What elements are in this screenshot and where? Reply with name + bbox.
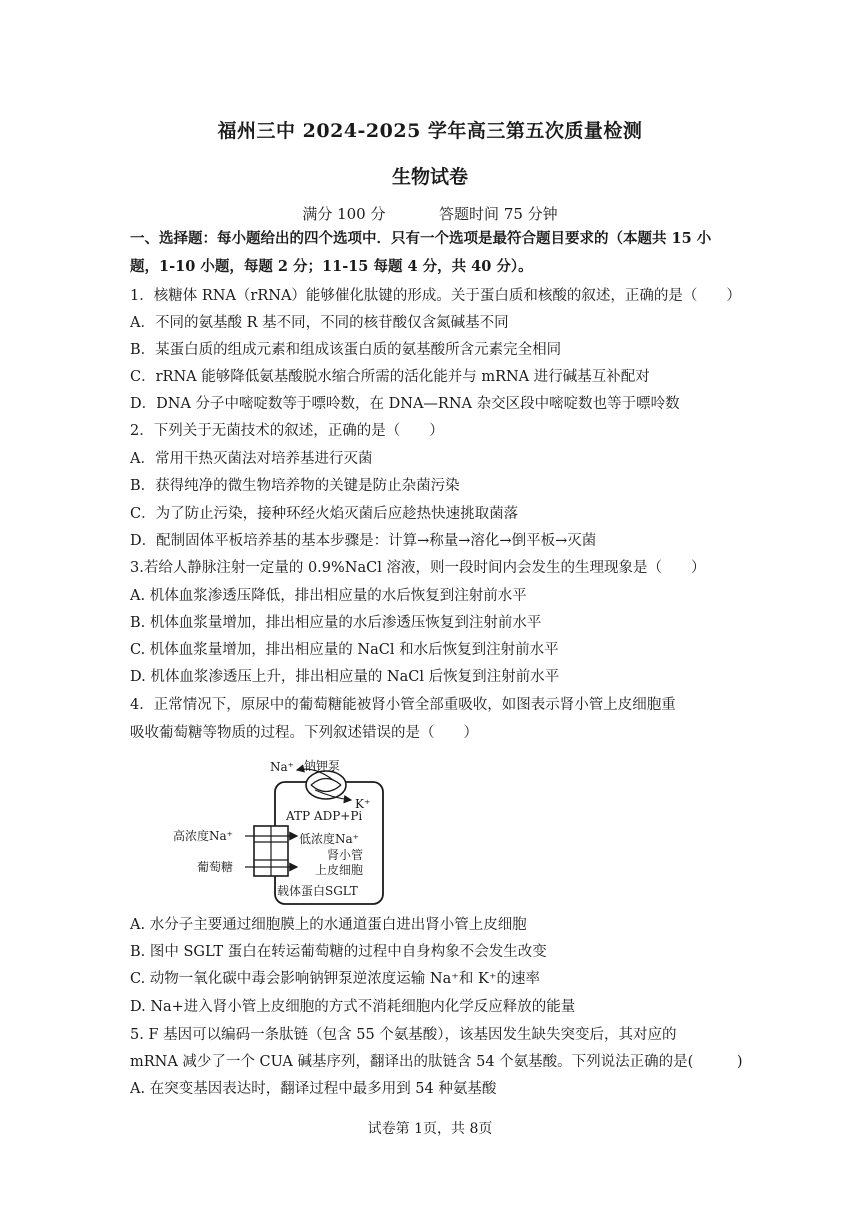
q4-option-a: A. 水分子主要通过细胞膜上的水通道蛋白进出肾小管上皮细胞 xyxy=(130,917,527,933)
q3-option-a: A. 机体血浆渗透压降低，排出相应量的水后恢复到注射前水平 xyxy=(130,588,527,604)
section-heading-line1: 一、选择题：每小题给出的四个选项中．只有一个选项是最符合题目要求的（本题共 15 小 xyxy=(130,230,712,247)
q4-option-d: D. Na+进入肾小管上皮细胞的方式不消耗细胞内化学反应释放的能量 xyxy=(130,999,576,1015)
k-label: K⁺ xyxy=(355,797,371,811)
q5-stem-line2: mRNA 减少了一个 CUA 碱基序列，翻译出的肽链含 54 个氨基酸。下列说法正确的是( ) xyxy=(130,1054,743,1070)
pump-label: 钠钾泵 xyxy=(304,759,341,773)
q1-option-b: B．某蛋白质的组成元素和组成该蛋白质的氨基酸所含元素完全相同 xyxy=(130,342,562,358)
cell-label-line1: 肾小管 xyxy=(327,848,364,862)
q4-option-c: C. 动物一氧化碳中毒会影响钠钾泵逆浓度运输 Na⁺和 K⁺的速率 xyxy=(130,971,540,987)
sglt-cell-diagram xyxy=(165,752,395,912)
q2-option-c: C．为了防止污染，接种环经火焰灭菌后应趁热快速挑取菌落 xyxy=(130,506,519,522)
exam-time: 答题时间 75 分钟 xyxy=(439,205,558,223)
q2-option-a: A．常用干热灭菌法对培养基进行灭菌 xyxy=(130,451,373,467)
q3-stem: 3.若给人静脉注射一定量的 0.9%NaCl 溶液，则一段时间内会发生的生理现象是（ ） xyxy=(130,560,706,576)
q2-stem: 2．下列关于无菌技术的叙述，正确的是（ ） xyxy=(130,423,444,439)
section-heading-line2: 题，1-10 小题，每题 2 分；11-15 每题 4 分，共 40 分）。 xyxy=(130,258,533,275)
full-score: 满分 100 分 xyxy=(302,205,386,223)
q3-option-c: C. 机体血浆量增加，排出相应量的 NaCl 和水后恢复到注射前水平 xyxy=(130,642,559,658)
glucose-label: 葡萄糖 xyxy=(197,860,234,874)
q2-option-d: D．配制固体平板培养基的基本步骤是：计算→称量→溶化→倒平板→灭菌 xyxy=(130,533,597,549)
page-footer: 试卷第 1页，共 8页 xyxy=(367,1121,493,1137)
exam-subtitle: 生物试卷 xyxy=(391,166,468,188)
q1-option-c: C．rRNA 能够降低氨基酸脱水缩合所需的活化能并与 mRNA 进行碱基互补配对 xyxy=(130,369,650,385)
q1-stem: 1．核糖体 RNA（rRNA）能够催化肽键的形成。关于蛋白质和核酸的叙述，正确的是（ ） xyxy=(130,288,741,304)
atp-label: ATP ADP+Pi xyxy=(286,809,363,823)
high-na-label: 高浓度Na⁺ xyxy=(173,829,233,843)
q1-option-d: D．DNA 分子中嘧啶数等于嘌呤数，在 DNA—RNA 杂交区段中嘧啶数也等于嘌呤数 xyxy=(130,396,680,412)
q4-option-b: B. 图中 SGLT 蛋白在转运葡萄糖的过程中自身构象不会发生改变 xyxy=(130,944,547,960)
q3-option-b: B. 机体血浆量增加，排出相应量的水后渗透压恢复到注射前水平 xyxy=(130,615,542,631)
q4-stem-line1: 4．正常情况下，原尿中的葡萄糖能被肾小管全部重吸收，如图表示肾小管上皮细胞重 xyxy=(130,697,676,713)
q1-option-a: A．不同的氨基酸 R 基不同，不同的核苷酸仅含氮碱基不同 xyxy=(130,315,509,331)
carrier-label: 载体蛋白SGLT xyxy=(277,884,358,898)
na-top-label: Na⁺ xyxy=(270,760,294,774)
q3-option-d: D. 机体血浆渗透压上升，排出相应量的 NaCl 后恢复到注射前水平 xyxy=(130,669,560,685)
q2-option-b: B．获得纯净的微生物培养物的关键是防止杂菌污染 xyxy=(130,478,460,494)
exam-title: 福州三中 2024-2025 学年高三第五次质量检测 xyxy=(217,120,643,142)
q5-option-a: A. 在突变基因表达时，翻译过程中最多用到 54 种氨基酸 xyxy=(130,1081,497,1097)
q4-stem-line2: 吸收葡萄糖等物质的过程。下列叙述错误的是（ ） xyxy=(130,725,478,741)
exam-meta xyxy=(0,203,860,224)
low-na-label: 低浓度Na⁺ xyxy=(299,832,359,846)
q5-stem-line1: 5. F 基因可以编码一条肽链（包含 55 个氨基酸），该基因发生缺失突变后，其对应的 xyxy=(130,1027,677,1043)
cell-label-line2: 上皮细胞 xyxy=(315,863,364,877)
